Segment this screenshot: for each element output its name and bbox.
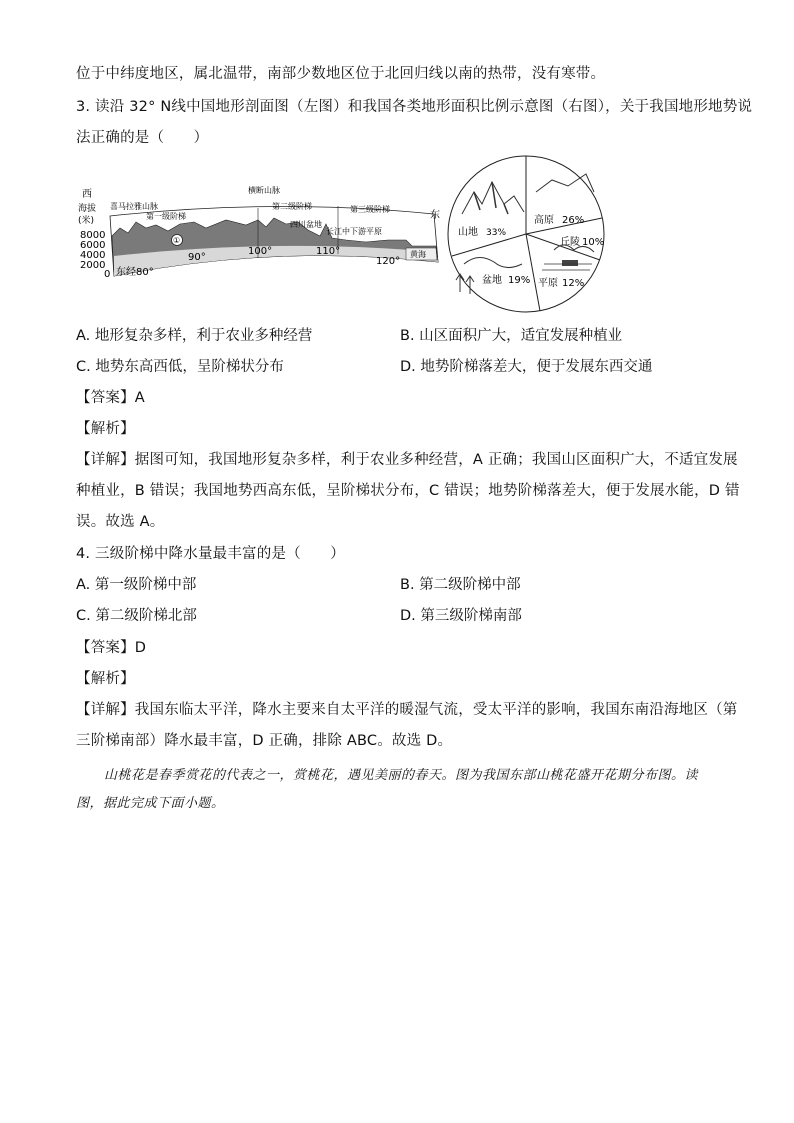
question-4-detail-line2: 三阶梯南部）降水最丰富，D 正确，排除 ABC。故选 D。 (76, 733, 453, 749)
question-3-analysis-heading: 【解析】 (76, 421, 135, 437)
altitude-unit: (米) (78, 216, 95, 226)
x-tick: 120° (376, 256, 401, 267)
question-3-detail-line3: 误。故选 A。 (76, 514, 165, 530)
question-3-detail-line2: 种植业，B 错误；我国地势西高东低，呈阶梯状分布，C 错误；地势阶梯落差大，便于发展水能，D 错 (76, 483, 740, 499)
pie-label-mountain: 山地 (458, 227, 478, 238)
himalaya-label: 喜马拉雅山脉 (110, 202, 158, 211)
x-tick: 100° (248, 246, 273, 257)
next-section-intro-line1: 山桃花是春季赏花的代表之一，赏桃花，遇见美丽的春天。图为我国东部山桃花盛开花期分布图。读 (104, 768, 699, 783)
x-tick: 110° (316, 246, 341, 257)
pie-value-basin: 19% (508, 275, 531, 286)
landform-pie-figure (444, 152, 608, 316)
sichuan-basin-label: 四川盆地 (290, 220, 322, 229)
pie-label-basin: 盆地 (482, 275, 502, 286)
question-3-answer: 【答案】A (76, 390, 145, 406)
pie-value-plateau: 26% (562, 215, 585, 226)
question-4-answer: 【答案】D (76, 640, 147, 656)
y-tick: 6000 (80, 240, 106, 251)
question-4-analysis-heading: 【解析】 (76, 671, 135, 687)
question-4-option-b: B. 第二级阶梯中部 (400, 577, 521, 593)
question-3-option-a: A. 地形复杂多样，利于农业多种经营 (76, 328, 313, 344)
question-4-option-a: A. 第一级阶梯中部 (76, 577, 197, 593)
question-3-option-d: D. 地势阶梯落差大，便于发展东西交通 (400, 359, 653, 375)
y-tick: 4000 (80, 250, 106, 261)
question-3-option-b: B. 山区面积广大，适宜发展种植业 (400, 328, 623, 344)
yangtze-plain-label: 长江中下游平原 (326, 227, 382, 236)
question-3-stem-line2: 法正确的是（ ） (76, 130, 209, 146)
pie-value-hills: 10% (582, 237, 605, 248)
pie-value-plain: 12% (562, 278, 585, 289)
intro-text-line: 位于中纬度地区，属北温带，南部少数地区位于北回归线以南的热带，没有寒带。 (76, 66, 606, 82)
plain-field-icon (562, 260, 578, 266)
pie-label-plain: 平原 (538, 278, 558, 289)
y-tick: 2000 (80, 260, 106, 271)
east-label: 东 (430, 210, 440, 221)
pie-label-plateau: 高原 (534, 215, 554, 226)
hengduan-label: 横断山脉 (248, 186, 280, 195)
question-4-stem: 4. 三级阶梯中降水量最丰富的是（ ） (76, 546, 345, 562)
x-tick: 90° (188, 252, 206, 263)
question-3-option-c: C. 地势东高西低，呈阶梯状分布 (76, 359, 284, 375)
terrain-profile-figure (76, 178, 448, 282)
question-4-detail-line1: 【详解】我国东临太平洋，降水主要来自太平洋的暖湿气流，受太平洋的影响，我国东南沿海地区（第 (76, 702, 738, 718)
y-tick: 8000 (80, 230, 106, 241)
pie-value-mountain: 33% (486, 228, 507, 238)
question-4-option-c: C. 第二级阶梯北部 (76, 608, 197, 624)
question-3-stem-line1: 3. 读沿 32° N线中国地形剖面图（左图）和我国各类地形面积比例示意图（右图），关于我国地形地势说 (76, 99, 753, 115)
step3-label: 第三级阶梯 (350, 205, 390, 214)
pie-label-hills: 丘陵 (560, 237, 580, 248)
question-3-detail-line1: 【详解】据图可知，我国地形复杂多样，利于农业多种经营，A 正确；我国山区面积广大，不适宜发展 (76, 452, 738, 468)
marker-1-label: ① (173, 236, 181, 245)
sea-label: 黄海 (410, 250, 426, 259)
next-section-intro-line2: 图，据此完成下面小题。 (76, 796, 225, 811)
y-tick: 0 (104, 269, 111, 280)
question-4-option-d: D. 第三级阶梯南部 (400, 608, 522, 624)
step2-label: 第二级阶梯 (272, 202, 312, 211)
x-tick: 东经80° (116, 267, 154, 278)
altitude-label: 海拔 (78, 204, 97, 214)
step1-label: 第一级阶梯 (146, 212, 186, 221)
west-label: 西 (82, 189, 92, 200)
